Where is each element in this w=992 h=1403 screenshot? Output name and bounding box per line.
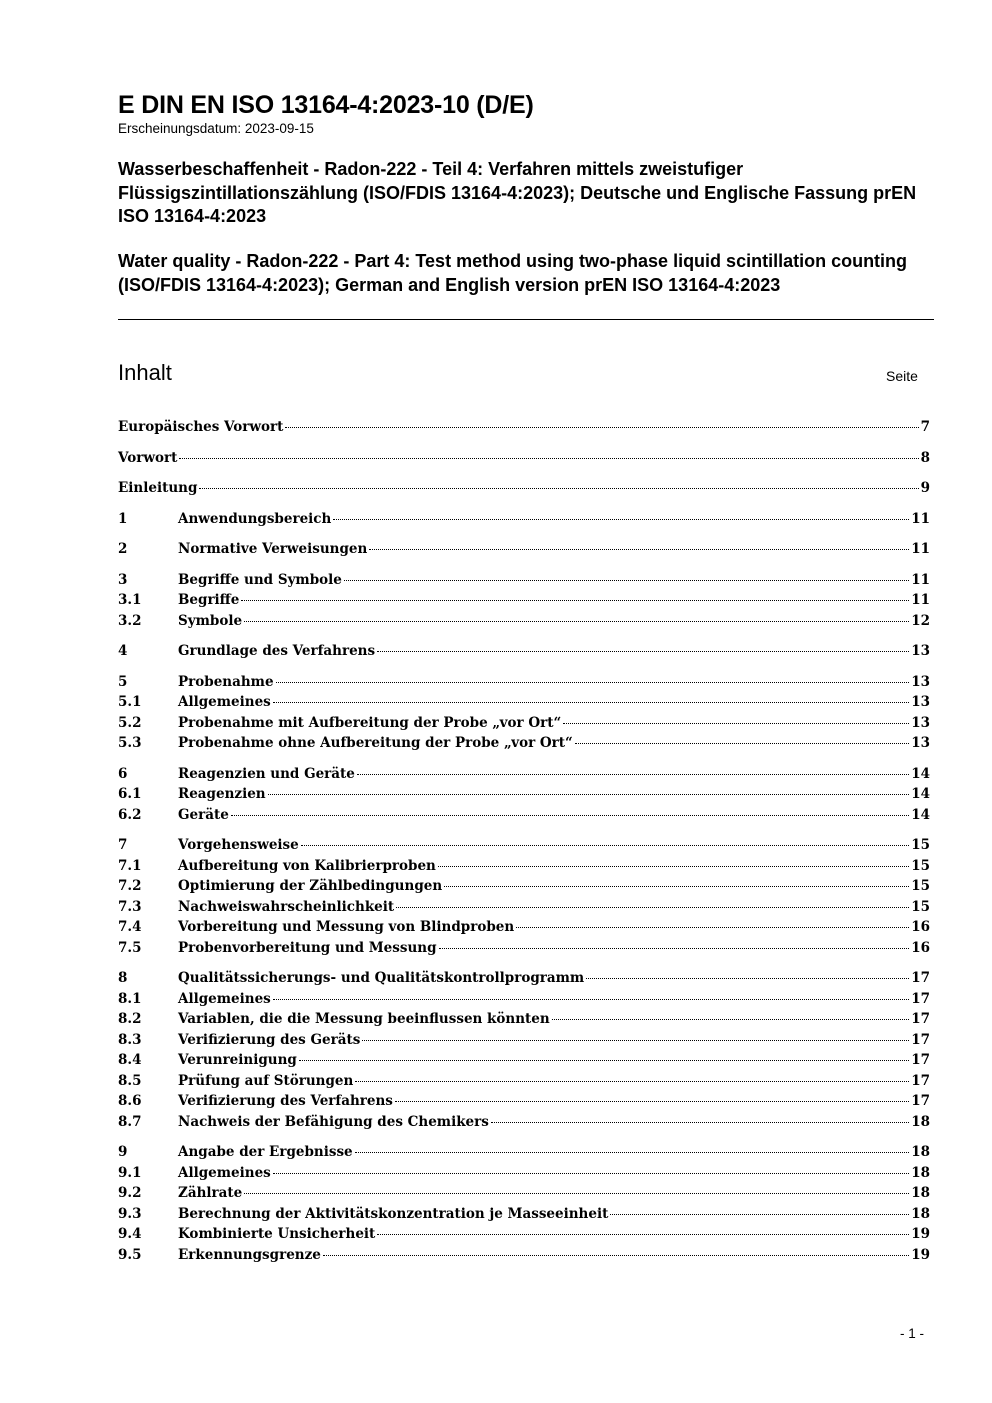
toc-entry-label: Optimierung der Zählbedingungen [178,878,443,894]
toc-entry-page: 18 [911,1164,930,1181]
toc-entry-page: 13 [911,714,930,731]
toc-entry-number: 9.4 [118,1226,142,1242]
toc-entry-page: 19 [911,1246,930,1263]
toc-entry-page: 16 [911,939,930,956]
toc-entry-page: 14 [911,786,930,802]
toc-dot-leader [377,651,909,652]
toc-dot-leader [369,549,909,550]
toc-entry-page: 18 [911,1205,930,1222]
toc-entry-page: 16 [911,919,930,935]
toc-entry[interactable] [118,938,930,959]
toc-entry-page: 8 [920,449,930,466]
toc-entry-page: 7 [920,419,930,435]
toc-dot-leader [357,774,909,775]
toc-entry-number: 7.5 [118,939,142,956]
toc-entry-page: 11 [911,510,930,527]
toc-entry-page: 17 [911,1031,930,1048]
toc-dot-leader [244,1193,909,1194]
toc-entry-label: Europäisches Vorwort [118,419,284,435]
toc-dot-leader [575,743,909,744]
toc-dot-leader [244,621,909,622]
toc-dot-leader [299,1060,909,1061]
toc-dot-leader [355,1081,909,1082]
toc-entry[interactable] [118,856,930,877]
toc-entry-label: Grundlage des Verfahrens [178,643,376,659]
toc-dot-leader [610,1214,909,1215]
toc-entry-label: Probenahme mit Aufbereitung der Probe „vor Ort“ [178,714,562,731]
toc-entry-number: 9 [118,1144,128,1160]
toc-entry-number: 8.7 [118,1113,142,1130]
toc-entry-page: 17 [911,1093,930,1109]
toc-entry-label: Verifizierung des Geräts [178,1031,361,1048]
toc-entry[interactable] [118,570,930,591]
toc-entry-number: 8.5 [118,1072,142,1089]
toc-entry[interactable] [118,1245,930,1266]
toc-dot-leader [396,907,909,908]
toc-entry-label: Prüfung auf Störungen [178,1072,354,1089]
page-number: - 1 - [900,1326,925,1341]
toc-entry[interactable] [118,1050,930,1071]
toc-entry-label: Probenvorbereitung und Messung [178,939,437,956]
toc-entry-number: 5.3 [118,735,142,751]
toc-heading: Inhalt [118,360,172,385]
toc-dot-leader [268,794,910,795]
toc-entry[interactable] [118,1091,930,1112]
toc-entry-label: Allgemeines [178,1164,271,1181]
toc-entry[interactable] [118,764,930,785]
toc-entry[interactable] [118,805,930,826]
toc-entry[interactable] [118,478,930,499]
toc-entry[interactable] [118,897,930,918]
toc-entry-page: 17 [911,1072,930,1089]
toc-dot-leader [276,682,910,683]
toc-entry-label: Allgemeines [178,694,271,710]
toc-entry-page: 15 [911,878,930,894]
table-of-contents [118,417,930,1265]
toc-entry[interactable] [118,1009,930,1030]
toc-entry-number: 9.3 [118,1205,142,1222]
toc-entry[interactable] [118,713,930,734]
toc-entry-number: 6.2 [118,806,142,823]
toc-dot-leader [231,815,909,816]
toc-dot-leader [438,866,909,867]
toc-entry-page: 13 [911,673,930,690]
toc-dot-leader [323,1255,909,1256]
toc-entry-label: Vorwort [118,449,178,466]
toc-entry-page: 19 [911,1226,930,1242]
toc-entry[interactable] [118,417,930,438]
toc-dot-leader [444,886,909,887]
toc-dot-leader [199,488,918,489]
toc-entry[interactable] [118,1112,930,1133]
toc-entry[interactable] [118,539,930,560]
toc-entry-number: 8.4 [118,1052,142,1068]
toc-entry-number: 7.4 [118,919,142,935]
toc-entry[interactable] [118,692,930,713]
toc-entry-label: Vorbereitung und Messung von Blindproben [178,919,515,935]
toc-entry-label: Variablen, die die Messung beeinflussen könnten [178,1011,550,1027]
toc-entry-page: 9 [920,480,930,496]
toc-entry-number: 7.3 [118,898,142,915]
toc-dot-leader [273,999,909,1000]
toc-entry[interactable] [118,1183,930,1204]
toc-entry-number: 5 [118,673,128,690]
toc-entry-page: 15 [911,857,930,874]
toc-entry-label: Zählrate [178,1185,243,1201]
toc-entry-page: 15 [911,898,930,915]
toc-entry-page: 13 [911,643,930,659]
toc-entry-number: 6.1 [118,786,142,802]
toc-entry[interactable] [118,989,930,1010]
toc-entry-page: 17 [911,1011,930,1027]
toc-entry-number: 8.2 [118,1011,142,1027]
toc-entry[interactable] [118,784,930,805]
toc-entry-label: Berechnung der Aktivitätskonzentration je Masseeinheit [178,1205,609,1222]
toc-entry-number: 8.6 [118,1093,142,1109]
toc-entry-number: 7 [118,837,128,853]
toc-entry-label: Erkennungsgrenze [178,1246,321,1263]
toc-entry-page: 12 [911,612,930,629]
toc-entry[interactable] [118,917,930,938]
toc-entry-number: 3.1 [118,592,142,608]
toc-entry-label: Anwendungsbereich [178,510,332,527]
toc-dot-leader [285,427,918,428]
toc-entry-number: 7.2 [118,878,142,894]
toc-page-heading: Seite [886,368,918,384]
toc-dot-leader [362,1040,909,1041]
toc-entry-number: 9.2 [118,1185,142,1201]
toc-entry-number: 5.2 [118,714,142,731]
toc-entry-page: 11 [911,541,930,557]
toc-entry-page: 18 [911,1113,930,1130]
toc-entry-page: 17 [911,990,930,1007]
toc-entry[interactable] [118,641,930,662]
toc-entry[interactable] [118,1204,930,1225]
toc-entry-number: 8.1 [118,990,142,1007]
toc-entry-label: Verifizierung des Verfahrens [178,1093,393,1109]
toc-dot-leader [377,1234,909,1235]
toc-entry-label: Geräte [178,806,229,823]
toc-entry-number: 9.1 [118,1164,142,1181]
toc-entry[interactable] [118,835,930,856]
toc-entry-label: Einleitung [118,480,198,496]
toc-entry-number: 4 [118,643,128,659]
toc-entry[interactable] [118,509,930,530]
title-german: Wasserbeschaffenheit - Radon-222 - Teil 4: Verfahren mittels zweistufiger Flüssigszintillationszählung (ISO/FDIS 13164-4:2023); Deutsche und Englische Fassung prEN ISO 13164-4:2023 [118,159,917,226]
toc-entry-label: Probenahme ohne Aufbereitung der Probe „vor Ort“ [178,735,573,751]
toc-dot-leader [179,458,918,459]
toc-entry-label: Nachweiswahrscheinlichkeit [178,898,395,915]
title-english: Water quality - Radon-222 - Part 4: Test method using two-phase liquid scintillation counting (ISO/FDIS 13164-4:2023); German and English version prEN ISO 13164-4:2023 [118,251,908,295]
toc-entry-page: 17 [911,1052,930,1068]
toc-entry[interactable] [118,1163,930,1184]
toc-dot-leader [516,927,909,928]
toc-entry-label: Begriffe und Symbole [178,571,342,588]
toc-entry-label: Begriffe [178,592,240,608]
toc-entry-label: Nachweis der Befähigung des Chemikers [178,1113,489,1130]
toc-entry[interactable] [118,1071,930,1092]
toc-entry-page: 18 [911,1144,930,1160]
toc-entry-number: 9.5 [118,1246,142,1263]
toc-entry-label: Symbole [178,612,243,629]
toc-entry-label: Normative Verweisungen [178,541,368,557]
toc-dot-leader [273,1173,909,1174]
toc-entry-label: Kombinierte Unsicherheit [178,1226,376,1242]
toc-dot-leader [395,1101,909,1102]
toc-entry-label: Qualitätssicherungs- und Qualitätskontrollprogramm [178,970,585,986]
toc-entry-page: 17 [911,970,930,986]
toc-entry-page: 13 [911,735,930,751]
toc-entry[interactable] [118,611,930,632]
toc-entry[interactable] [118,590,930,611]
toc-entry-page: 18 [911,1185,930,1201]
toc-entry-number: 8.3 [118,1031,142,1048]
toc-entry-page: 11 [911,571,930,588]
toc-entry[interactable] [118,448,930,469]
toc-entry-number: 3.2 [118,612,142,629]
toc-dot-leader [301,845,909,846]
toc-entry-label: Reagenzien und Geräte [178,765,355,782]
toc-entry[interactable] [118,1030,930,1051]
toc-entry-label: Vorgehensweise [178,837,299,853]
toc-entry[interactable] [118,733,930,754]
toc-entry-label: Reagenzien [178,786,266,802]
toc-entry[interactable] [118,968,930,989]
toc-dot-leader [491,1122,909,1123]
toc-entry-number: 3 [118,571,128,588]
toc-entry-number: 1 [118,510,128,527]
toc-entry-number: 6 [118,765,128,782]
toc-entry-page: 14 [911,806,930,823]
toc-entry-label: Probenahme [178,673,274,690]
toc-entry-number: 5.1 [118,694,142,710]
toc-dot-leader [552,1019,910,1020]
toc-dot-leader [333,519,909,520]
toc-entry[interactable] [118,672,930,693]
publication-date: Erscheinungsdatum: 2023-09-15 [118,121,314,136]
toc-dot-leader [344,580,909,581]
toc-entry-number: 7.1 [118,857,142,874]
toc-entry-label: Allgemeines [178,990,271,1007]
toc-entry-page: 11 [911,592,930,608]
toc-dot-leader [273,702,909,703]
toc-dot-leader [241,600,909,601]
toc-entry-label: Aufbereitung von Kalibrierproben [178,857,436,874]
toc-dot-leader [586,978,909,979]
toc-entry-label: Verunreinigung [178,1052,297,1068]
toc-entry-number: 2 [118,541,128,557]
toc-dot-leader [439,948,910,949]
toc-entry[interactable] [118,1142,930,1163]
toc-entry[interactable] [118,876,930,897]
toc-entry-page: 14 [911,765,930,782]
document-title: E DIN EN ISO 13164-4:2023-10 (D/E) [118,91,534,119]
header-divider [118,319,934,320]
toc-entry-number: 8 [118,970,128,986]
toc-entry[interactable] [118,1224,930,1245]
toc-entry-page: 13 [911,694,930,710]
toc-entry-page: 15 [911,837,930,853]
toc-dot-leader [563,723,909,724]
toc-entry-label: Angabe der Ergebnisse [178,1144,353,1160]
toc-dot-leader [355,1152,910,1153]
